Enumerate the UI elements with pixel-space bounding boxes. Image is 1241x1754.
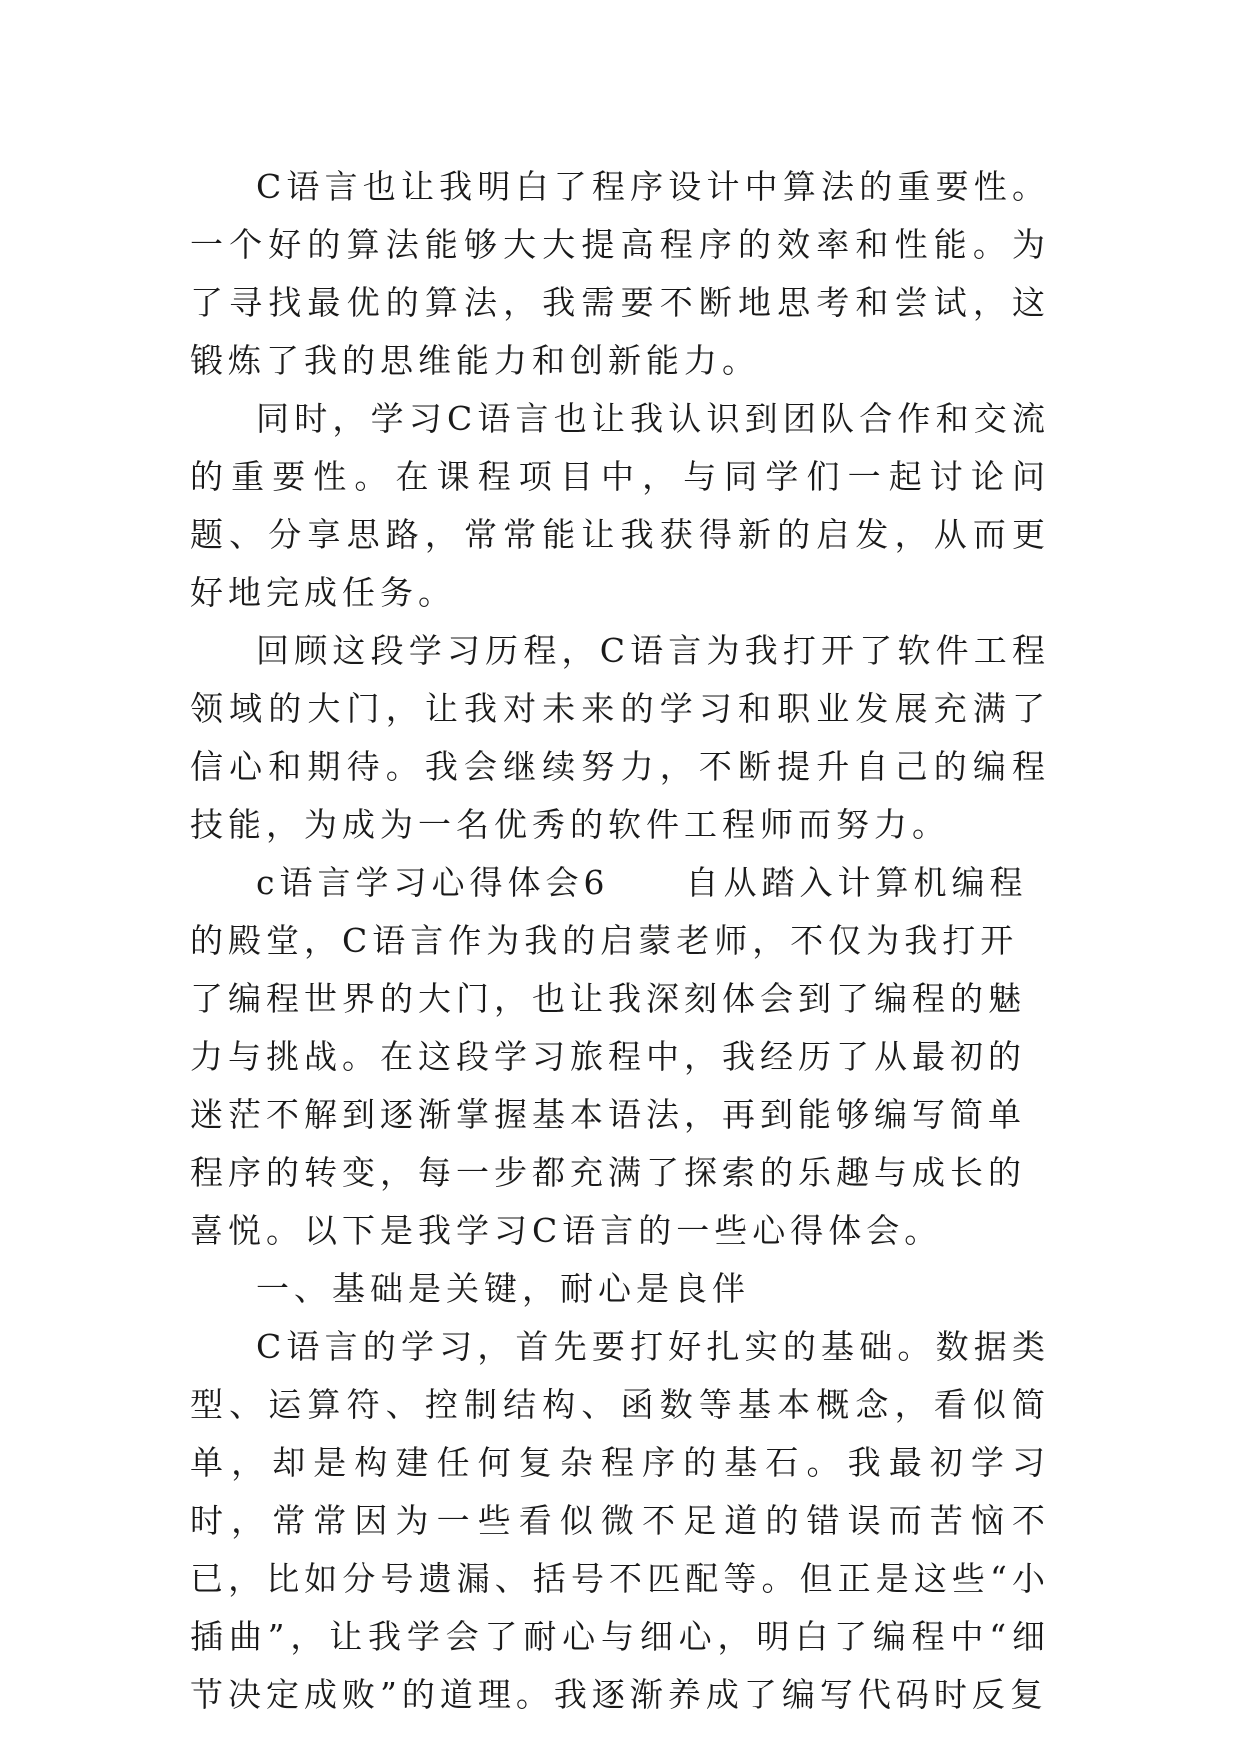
paragraph-review: 回顾这段学习历程，C语言为我打开了软件工程领域的大门，让我对未来的学习和职业发展充满了信心和期待。我会继续努力，不断提升自己的编程技能，为成为一名优秀的软件工程师而努力。 (190, 631, 1050, 844)
section-heading-foundation: 一、基础是关键，耐心是良伴 (256, 1269, 750, 1308)
paragraph-essay-6-intro: c语言学习心得体会6 自从踏入计算机编程的殿堂，C语言作为我的启蒙老师，不仅为我打开了编程世界的大门，也让我深刻体会到了编程的魅力与挑战。在这段学习旅程中，我经历了从最初的迷茫不解到逐渐掌握基本语法，再到能够编写简单程序的转变，每一步都充满了探索的乐趣与成长的喜悦。以下是我学习C语言的一些心得体会。 (190, 863, 1028, 1250)
document-body (190, 158, 1050, 1724)
paragraph-foundation: C语言的学习，首先要打好扎实的基础。数据类型、运算符、控制结构、函数等基本概念，看似简单，却是构建任何复杂程序的基石。我最初学习时，常常因为一些看似微不足道的错误而苦恼不已，比如分号遗漏、括号不匹配等。但正是这些“小插曲”，让我学会了耐心与细心，明白了编程中“细节决定成败”的道理。我逐渐养成了编写代码时反复 (190, 1327, 1050, 1714)
paragraph-teamwork: 同时，学习C语言也让我认识到团队合作和交流的重要性。在课程项目中，与同学们一起讨论问题、分享思路，常常能让我获得新的启发，从而更好地完成任务。 (190, 399, 1050, 612)
paragraph-algorithm-importance: C语言也让我明白了程序设计中算法的重要性。一个好的算法能够大大提高程序的效率和性能。为了寻找最优的算法，我需要不断地思考和尝试，这锻炼了我的思维能力和创新能力。 (190, 167, 1050, 380)
